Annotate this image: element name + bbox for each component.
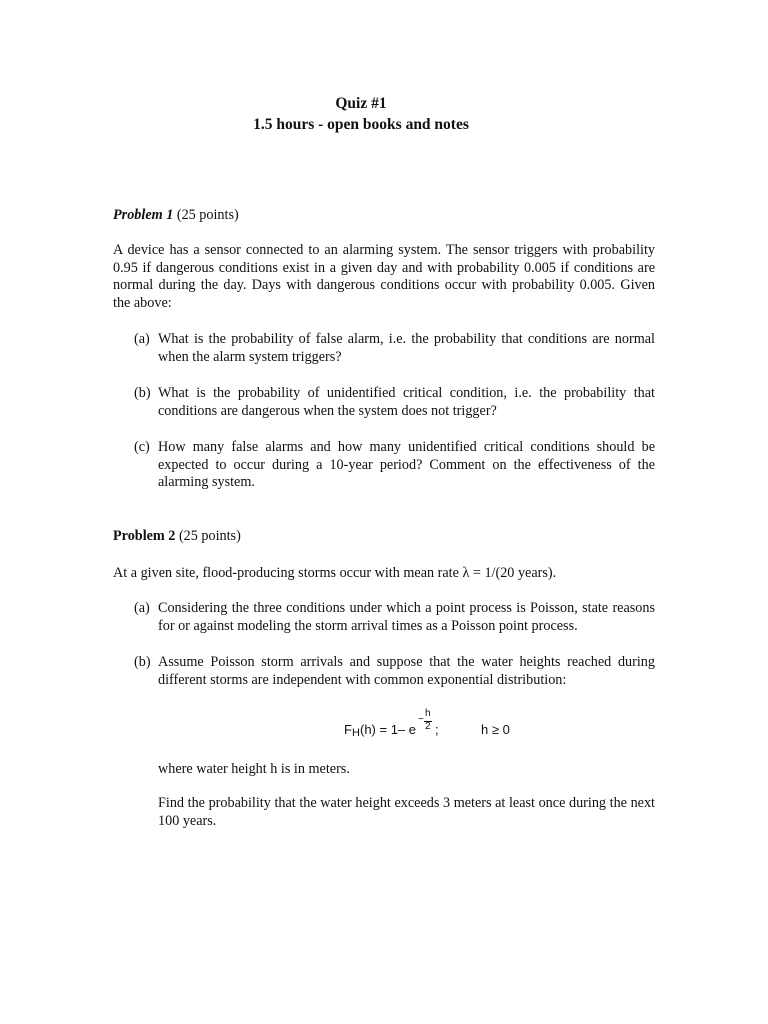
page-title: Quiz #1	[335, 95, 387, 112]
formula-exp-sign: −	[418, 714, 424, 725]
item-text: What is the probability of unidentified critical condition, i.e. the probability that conditions are dangerous when the system does not trigger?	[158, 385, 655, 419]
problem-2-intro: At a given site, flood-producing storms occur with mean rate λ = 1/(20 years).	[113, 565, 557, 581]
problem-2-title: Problem 2	[113, 528, 176, 544]
page-subtitle: 1.5 hours - open books and notes	[253, 116, 469, 133]
problem-1-item-a	[134, 331, 655, 366]
formula-separator: ;	[435, 722, 439, 737]
cdf-formula	[344, 707, 544, 747]
formula-subscript: H	[352, 727, 360, 739]
formula-exp-denominator: 2	[425, 721, 431, 732]
problem-1-heading	[113, 207, 239, 224]
problem-2-note: where water height h is in meters.	[158, 761, 350, 777]
item-label: (c)	[134, 439, 150, 455]
item-label: (b)	[134, 654, 151, 670]
problem-1-points: (25 points)	[176, 207, 239, 223]
formula-argument: (h) = 1– e	[360, 722, 417, 737]
formula-lhs: F	[344, 722, 352, 737]
item-label: (a)	[134, 600, 150, 616]
item-label: (b)	[134, 385, 151, 401]
problem-2-item-a	[134, 600, 655, 635]
problem-1-intro: A device has a sensor connected to an alarming system. The sensor triggers with probability 0.95 if dangerous conditions exist in a given day and with probability 0.005 if conditions are normal during the day. Days with dangerous conditions occur with probability 0.005. Given the above:	[113, 242, 655, 311]
item-text: How many false alarms and how many unidentified critical conditions should be expected to occur during a 10-year period? Comment on the effectiveness of the alarming system.	[158, 439, 655, 491]
item-text: What is the probability of false alarm, i.e. the probability that conditions are normal when the alarm system triggers?	[158, 331, 655, 365]
problem-2-item-b	[134, 654, 655, 689]
problem-1-title: Problem 1	[113, 207, 174, 223]
formula-exp-numerator: h	[425, 708, 431, 719]
item-text: Considering the three conditions under which a point process is Poisson, state reasons for or against modeling the storm arrival times as a Poisson point process.	[158, 600, 655, 634]
item-text: Assume Poisson storm arrivals and suppose that the water heights reached during different storms are independent with common exponential distribution:	[158, 654, 655, 688]
problem-2-points: (25 points)	[178, 528, 241, 544]
item-label: (a)	[134, 331, 150, 347]
formula-condition: h ≥ 0	[481, 722, 510, 737]
problem-2-question: Find the probability that the water height exceeds 3 meters at least once during the next 100 years.	[158, 795, 655, 829]
problem-2-heading	[113, 528, 241, 545]
problem-1-item-b	[134, 385, 655, 420]
problem-1-item-c	[134, 439, 655, 492]
